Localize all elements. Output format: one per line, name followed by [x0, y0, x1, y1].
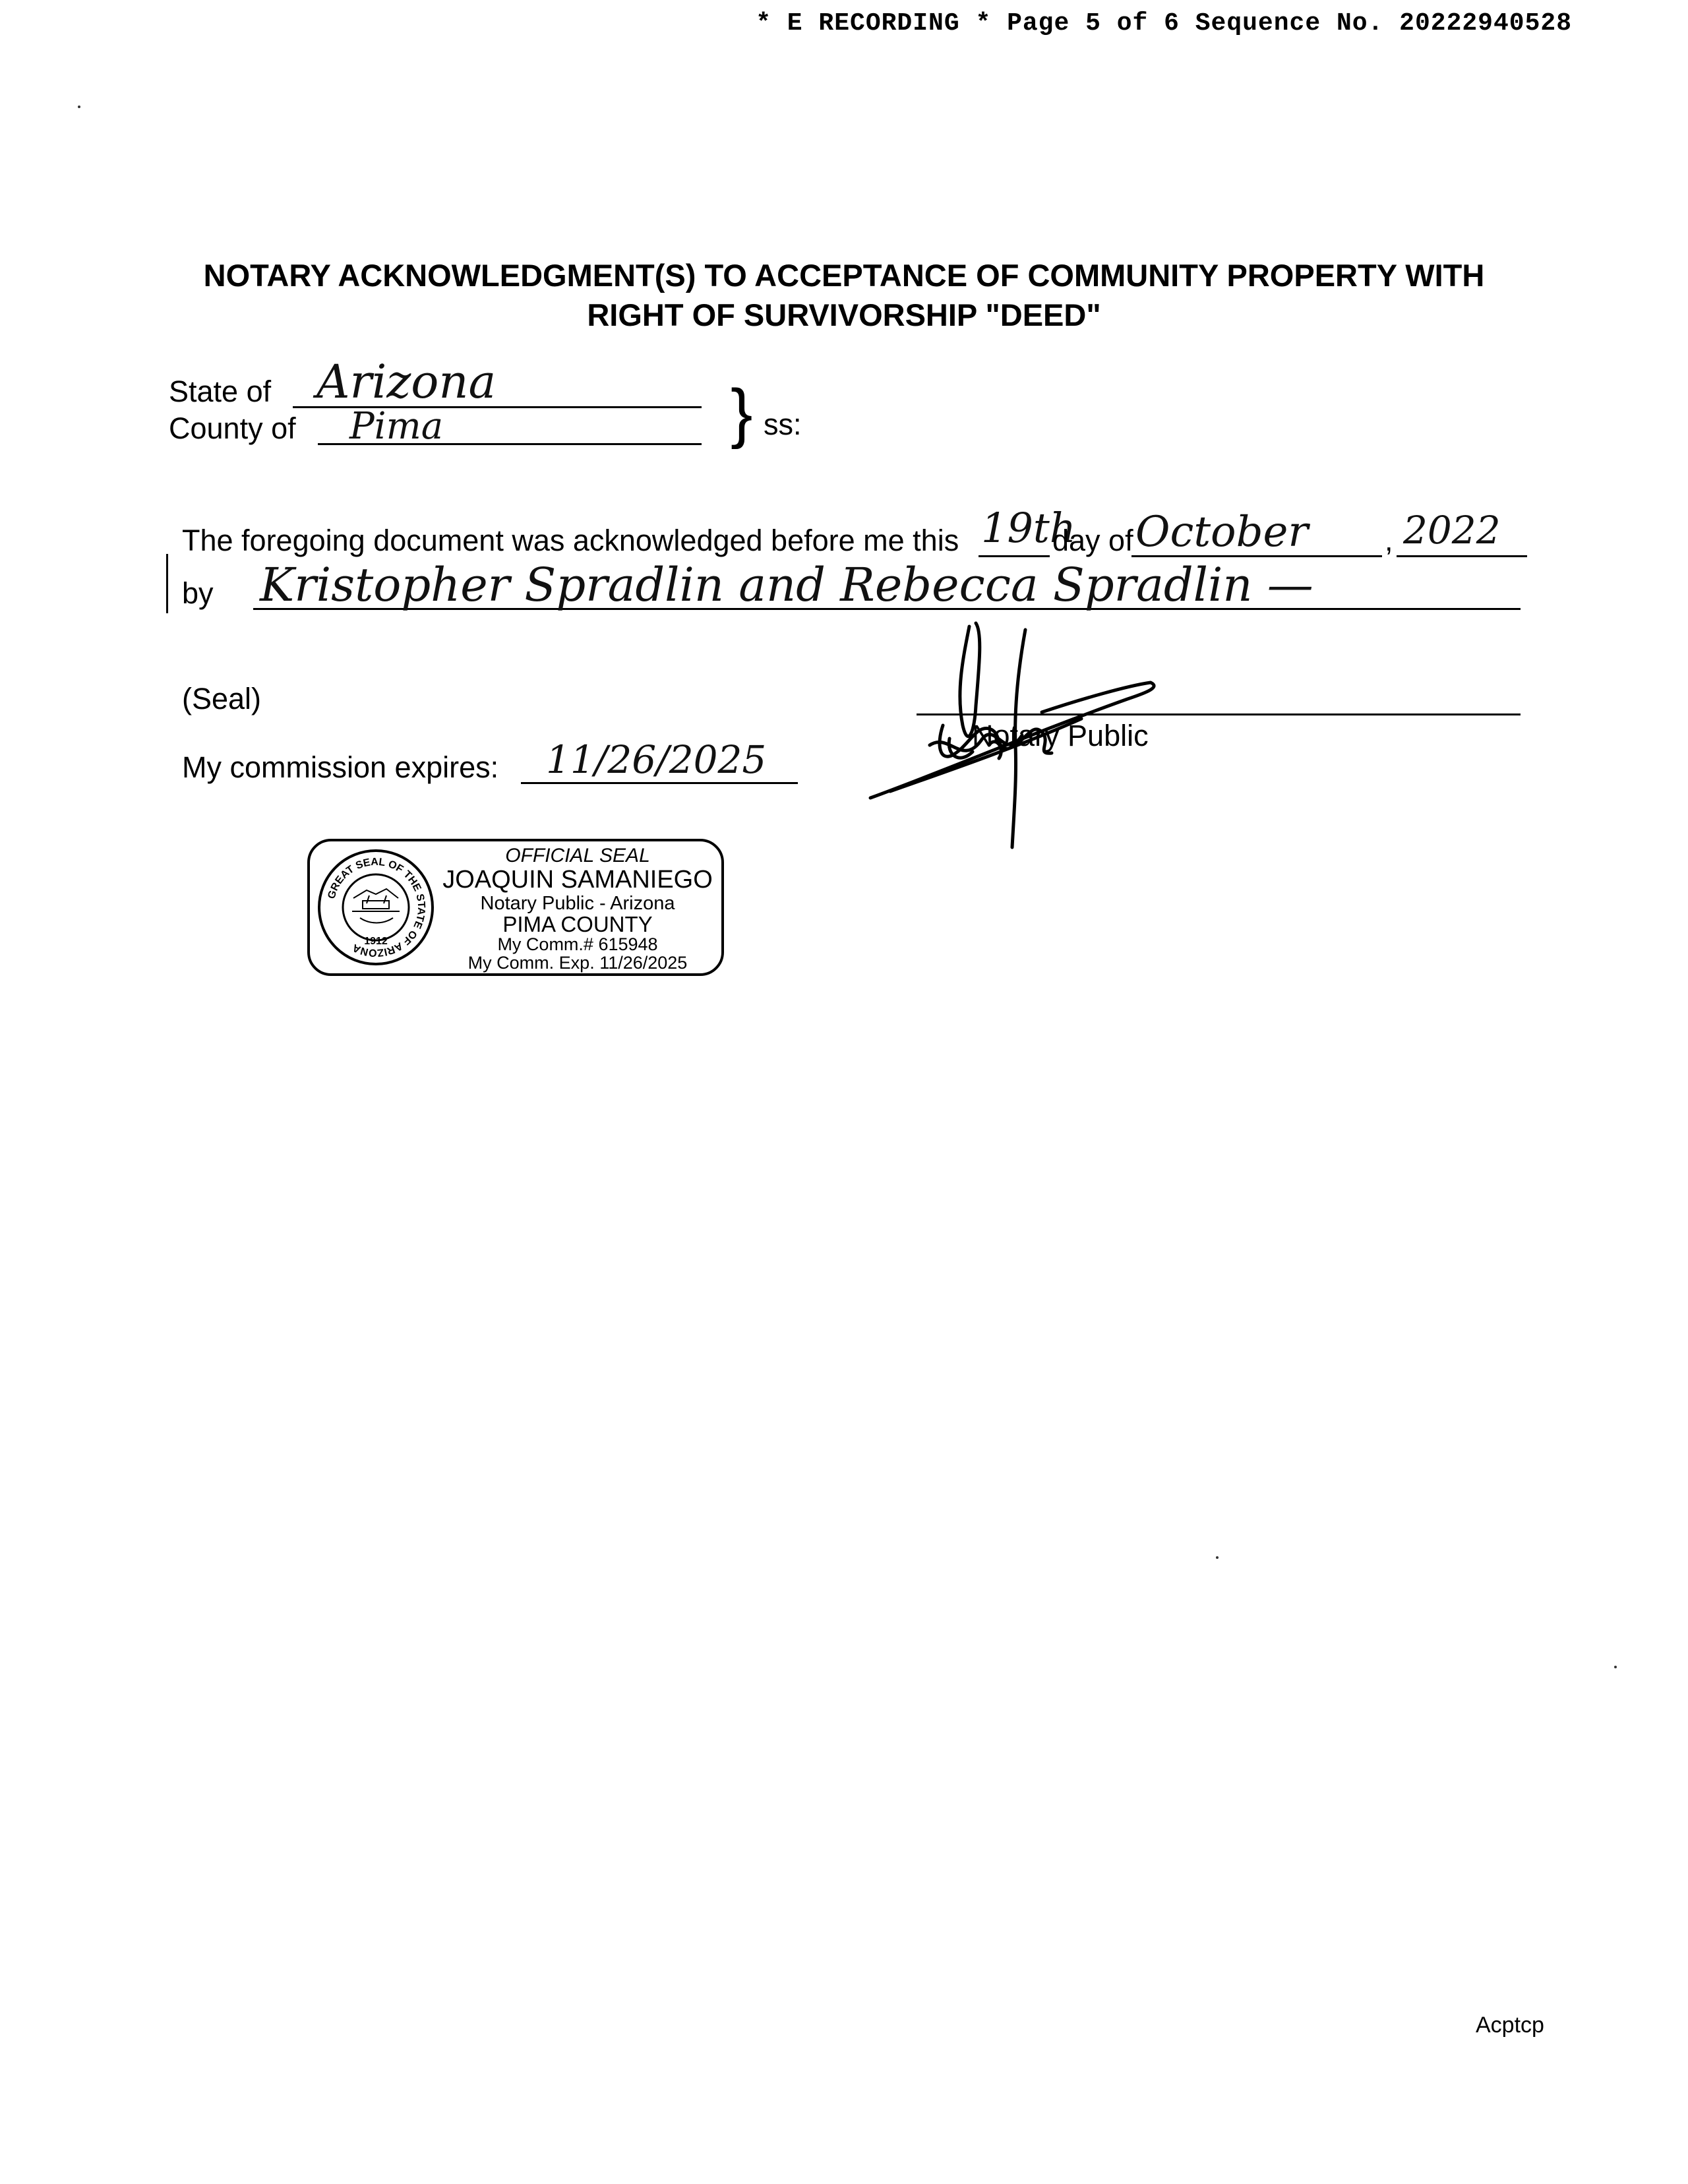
state-value: Arizona — [316, 355, 497, 409]
state-seal-emblem — [318, 849, 434, 965]
state-label: State of — [169, 375, 272, 408]
comma: , — [1385, 524, 1393, 557]
seal-label: (Seal) — [182, 682, 262, 715]
county-label: County of — [169, 411, 296, 445]
footer-code: Acptcp — [1476, 2013, 1544, 2038]
commission-value: 11/26/2025 — [546, 737, 767, 782]
year-value: 2022 — [1403, 508, 1501, 553]
seal-notary-name: JOAQUIN SAMANIEGO — [442, 866, 713, 894]
day-value: 19th — [981, 504, 1076, 552]
acknowledgment-text: The foregoing document was acknowledged before me this — [182, 524, 959, 557]
year-line — [1397, 555, 1527, 557]
official-seal-stamp — [307, 839, 724, 976]
seal-comm-exp: My Comm. Exp. 11/26/2025 — [467, 953, 688, 973]
seal-notary-title: Notary Public - Arizona — [480, 893, 675, 914]
svg-text:1912: 1912 — [364, 936, 388, 947]
day-of-label: day of — [1052, 524, 1133, 557]
scan-speck — [78, 106, 80, 108]
county-value: Pima — [349, 405, 444, 448]
scan-speck — [1614, 1666, 1617, 1668]
title-line-2: RIGHT OF SURVIVORSHIP "DEED" — [587, 297, 1101, 332]
by-label: by — [182, 576, 214, 610]
month-value: October — [1135, 508, 1308, 557]
document-title — [132, 256, 1556, 335]
seal-comm-number: My Comm.# 615948 — [497, 934, 658, 954]
recording-header: * E RECORDING * Page 5 of 6 Sequence No. 20222940528 — [756, 9, 1572, 38]
notary-signature — [864, 613, 1207, 857]
seal-text-block — [439, 845, 716, 972]
svg-text:GREAT SEAL OF THE STATE OF ARI: GREAT SEAL OF THE STATE OF ARIZONA — [326, 856, 427, 959]
seal-county: PIMA COUNTY — [502, 912, 653, 936]
commission-label: My commission expires: — [182, 750, 499, 784]
margin-mark — [166, 554, 168, 613]
scan-speck — [1216, 1556, 1219, 1559]
commission-line — [521, 782, 798, 784]
seal-heading: OFFICIAL SEAL — [505, 845, 650, 866]
title-line-1: NOTARY ACKNOWLEDGMENT(S) TO ACCEPTANCE OF COMMUNITY PROPERTY WITH — [203, 258, 1485, 293]
venue-brace: } — [731, 376, 753, 450]
day-line — [979, 555, 1050, 557]
ss-label: ss: — [764, 408, 802, 441]
by-value: Kristopher Spradlin and Rebecca Spradlin — — [260, 558, 1313, 612]
notary-public-label: Notary Public — [972, 719, 1149, 752]
